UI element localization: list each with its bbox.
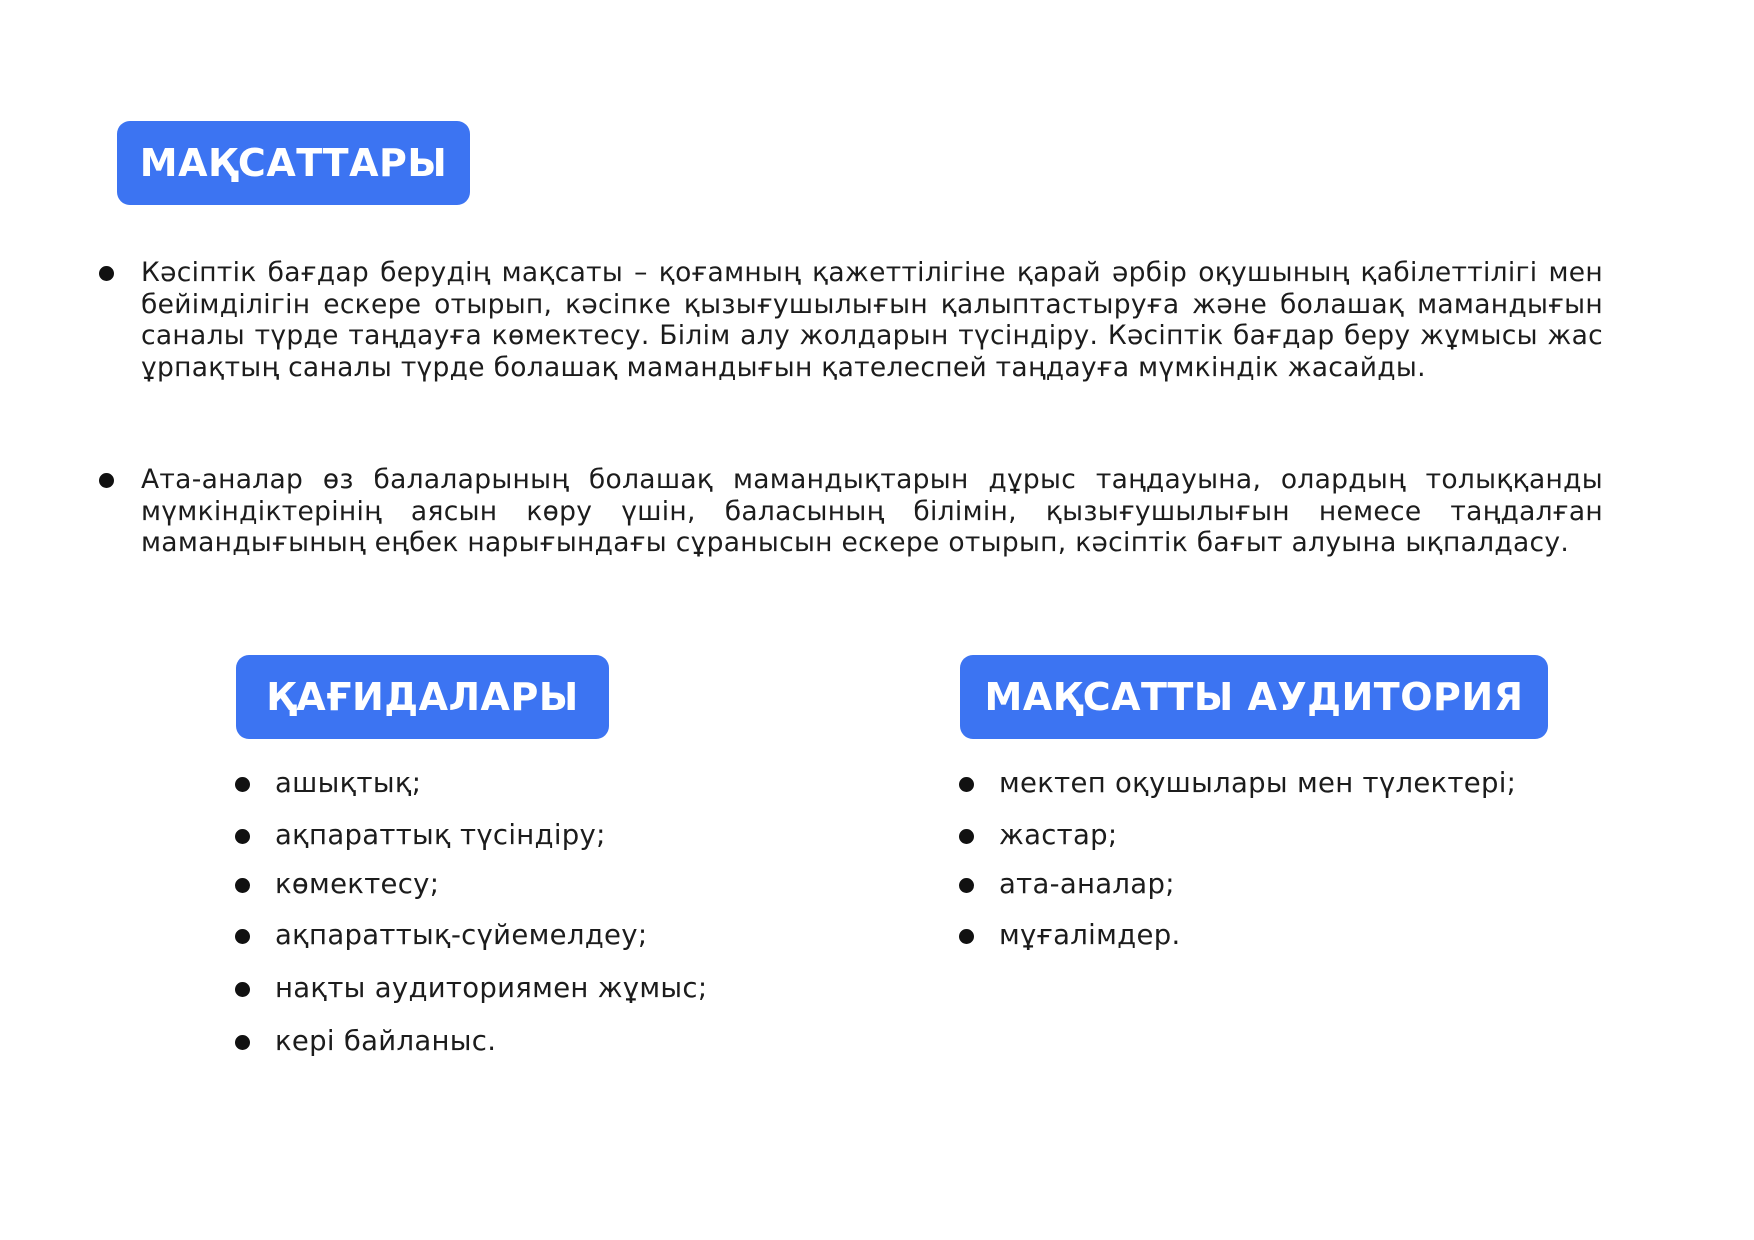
bullet-dot-icon: [235, 1035, 250, 1050]
goals-paragraph-text: Ата-аналар өз балаларының болашақ мамандықтарын дұрыс таңдауына, олардың толыққанды мүмкіндіктерінің аясын көру үшін, баласының білімін, қызығушылығын немесе таңдалған мамандығының еңбек нарығындағы сұранысын ескере отырып, кәсіптік бағыт алуына ықпалдасу.: [141, 464, 1603, 558]
bullet-dot-icon: [959, 929, 974, 944]
principles-list-item: [275, 971, 707, 1005]
bullet-dot-icon: [99, 473, 114, 488]
bullet-dot-icon: [235, 982, 250, 997]
audience-item-text: ата-аналар;: [999, 868, 1175, 900]
principles-heading: ҚАҒИДАЛАРЫ: [266, 675, 579, 719]
bullet-dot-icon: [959, 777, 974, 792]
audience-item-text: мұғалімдер.: [999, 919, 1181, 951]
bullet-dot-icon: [235, 878, 250, 893]
goals-paragraph-1: [141, 257, 1603, 383]
goals-heading: МАҚСАТТАРЫ: [139, 141, 448, 185]
bullet-dot-icon: [959, 829, 974, 844]
principles-list-item: [275, 918, 647, 952]
principles-list-item: [275, 766, 421, 800]
principles-list-item: [275, 1024, 496, 1058]
audience-list-item: [999, 867, 1175, 901]
principles-item-text: кері байланыс.: [275, 1025, 497, 1057]
principles-list-item: [275, 867, 439, 901]
bullet-dot-icon: [235, 777, 250, 792]
bullet-dot-icon: [99, 266, 114, 281]
principles-item-text: ашықтық;: [275, 767, 422, 799]
audience-heading-badge: [960, 655, 1548, 739]
principles-list-item: [275, 818, 606, 852]
principles-item-text: ақпараттық-сүйемелдеу;: [275, 919, 648, 951]
audience-item-text: жастар;: [999, 819, 1118, 851]
principles-item-text: ақпараттық түсіндіру;: [275, 819, 606, 851]
principles-item-text: көмектесу;: [275, 868, 440, 900]
principles-heading-badge: [236, 655, 609, 739]
audience-list-item: [999, 918, 1181, 952]
bullet-dot-icon: [959, 878, 974, 893]
bullet-dot-icon: [235, 929, 250, 944]
bullet-dot-icon: [235, 829, 250, 844]
goals-paragraph-2: [141, 464, 1603, 559]
audience-item-text: мектеп оқушылары мен түлектері;: [999, 767, 1517, 799]
audience-list-item: [999, 818, 1117, 852]
audience-heading: МАҚСАТТЫ АУДИТОРИЯ: [984, 675, 1524, 719]
audience-list-item: [999, 766, 1516, 800]
goals-heading-badge: [117, 121, 470, 205]
goals-paragraph-text: Кәсіптік бағдар берудің мақсаты – қоғамның қажеттілігіне қарай әрбір оқушының қабілеттілігі мен бейімділігін ескере отырып, кәсіпке қызығушылығын қалыптастыруға және болашақ мамандығын саналы түрде таңдауға көмектесу. Білім алу жолдарын түсіндіру. Кәсіптік бағдар беру жұмысы жас ұрпақтың саналы түрде болашақ мамандығын қателеспей таңдауға мүмкіндік жасайды.: [141, 257, 1603, 383]
principles-item-text: нақты аудиториямен жұмыс;: [275, 972, 708, 1004]
